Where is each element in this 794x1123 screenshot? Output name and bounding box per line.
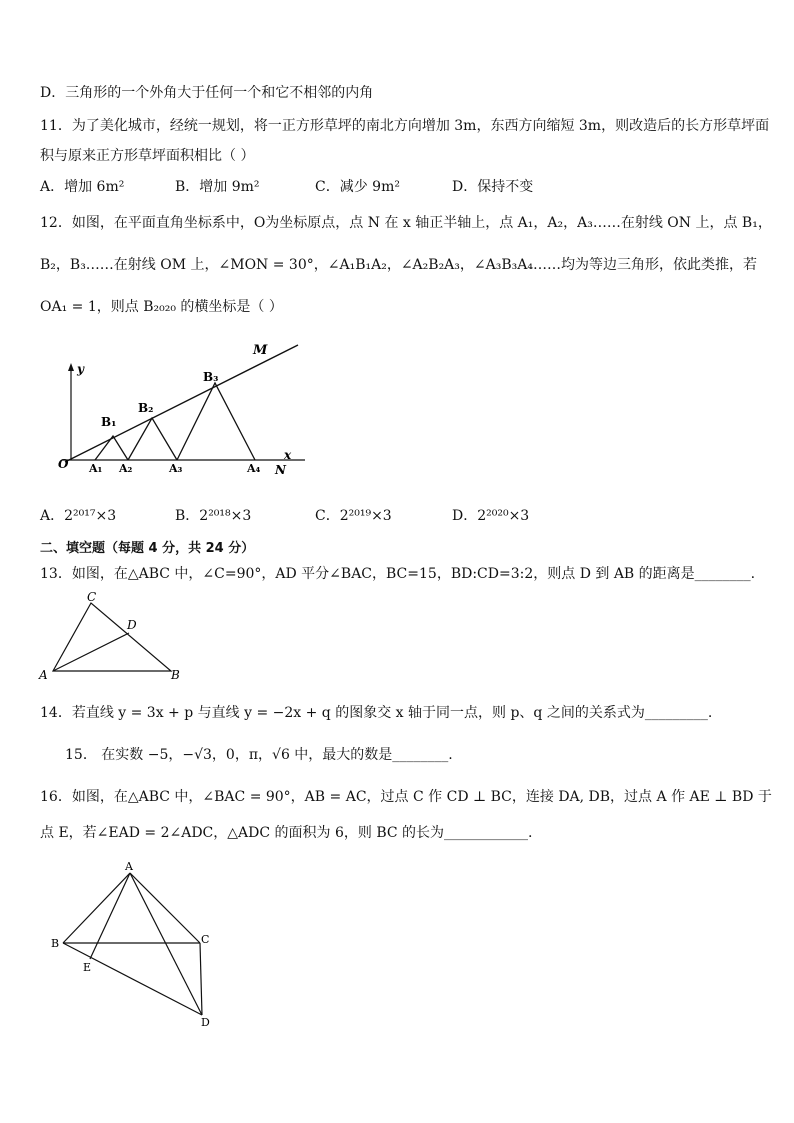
label-N: N [275,463,286,477]
q16-figure [45,855,225,1030]
label-A4: A₄ [247,462,261,475]
q11-option-c: C．减少 9m² [315,179,400,195]
section-title: 二、填空题（每题 4 分，共 24 分） [40,541,255,556]
q12-option-a: A．2²⁰¹⁷×3 [40,508,117,524]
label-B1: B₁ [101,415,117,429]
label-C: C [201,933,210,946]
q11-option-b: B．增加 9m² [175,179,260,195]
q11-stem-line1: 11．为了美化城市，经统一规划，将一正方形草坪的南北方向增加 3m，东西方向缩短 3m，则改造后的长方形草坪面 [40,118,770,134]
q11-stem-line2: 积与原来正方形草坪面积相比（ ） [40,148,255,164]
label-C: C [87,590,97,604]
q12-stem-line3: OA₁ = 1，则点 B₂₀₂₀ 的横坐标是（ ） [40,299,283,315]
q12-figure [40,335,320,485]
label-y: y [77,362,84,376]
label-E: E [83,961,92,974]
label-A: A [39,668,48,682]
q16-stem-line2: 点 E，若∠EAD = 2∠ADC，△ADC 的面积为 6，则 BC 的长为____________. [40,825,533,841]
q11-option-a: A．增加 6m² [40,179,125,195]
label-B: B [171,668,180,682]
q12-option-b: B．2²⁰¹⁸×3 [175,508,252,524]
label-A1: A₁ [89,462,103,475]
label-B2: B₂ [138,401,154,415]
label-x: x [284,448,292,462]
q10-option-d: D．三角形的一个外角大于任何一个和它不相邻的内角 [40,85,374,101]
q16-stem-line1: 16．如图，在△ABC 中，∠BAC = 90°，AB = AC，过点 C 作 CD ⊥ BC，连接 DA, DB，过点 A 作 AE ⊥ BD 于 [40,789,772,805]
label-O: O [58,457,69,471]
label-A3: A₃ [169,462,183,475]
label-A2: A₂ [119,462,133,475]
q12-stem-line1: 12．如图，在平面直角坐标系中，O为坐标原点，点 N 在 x 轴正半轴上，点 A₁，A₂，A₃……在射线 ON 上，点 B₁， [40,215,772,231]
label-M: M [253,343,268,358]
q11-option-d: D．保持不变 [452,179,534,195]
label-A: A [125,860,133,873]
q13-figure [35,588,185,683]
label-B: B [51,937,60,950]
label-D: D [127,618,137,632]
q12-option-c: C．2²⁰¹⁹×3 [315,508,392,524]
label-D: D [201,1016,210,1029]
q12-option-d: D．2²⁰²⁰×3 [452,508,530,524]
q14-stem: 14．若直线 y = 3x + p 与直线 y = −2x + q 的图象交 x 轴于同一点，则 p、q 之间的关系式为_________. [40,705,713,721]
label-B3: B₃ [203,370,219,384]
q13-stem: 13．如图，在△ABC 中，∠C=90°，AD 平分∠BAC，BC=15，BD:CD=3:2，则点 D 到 AB 的距离是________. [40,566,756,582]
q12-stem-line2: B₂，B₃……在射线 OM 上，∠MON = 30°，∠A₁B₁A₂，∠A₂B₂A₃，∠A₃B₃A₄……均为等边三角形，依此类推，若 [40,257,757,273]
q15-stem: 15． 在实数 −5，−√3，0，π，√6 中，最大的数是________. [65,747,453,763]
